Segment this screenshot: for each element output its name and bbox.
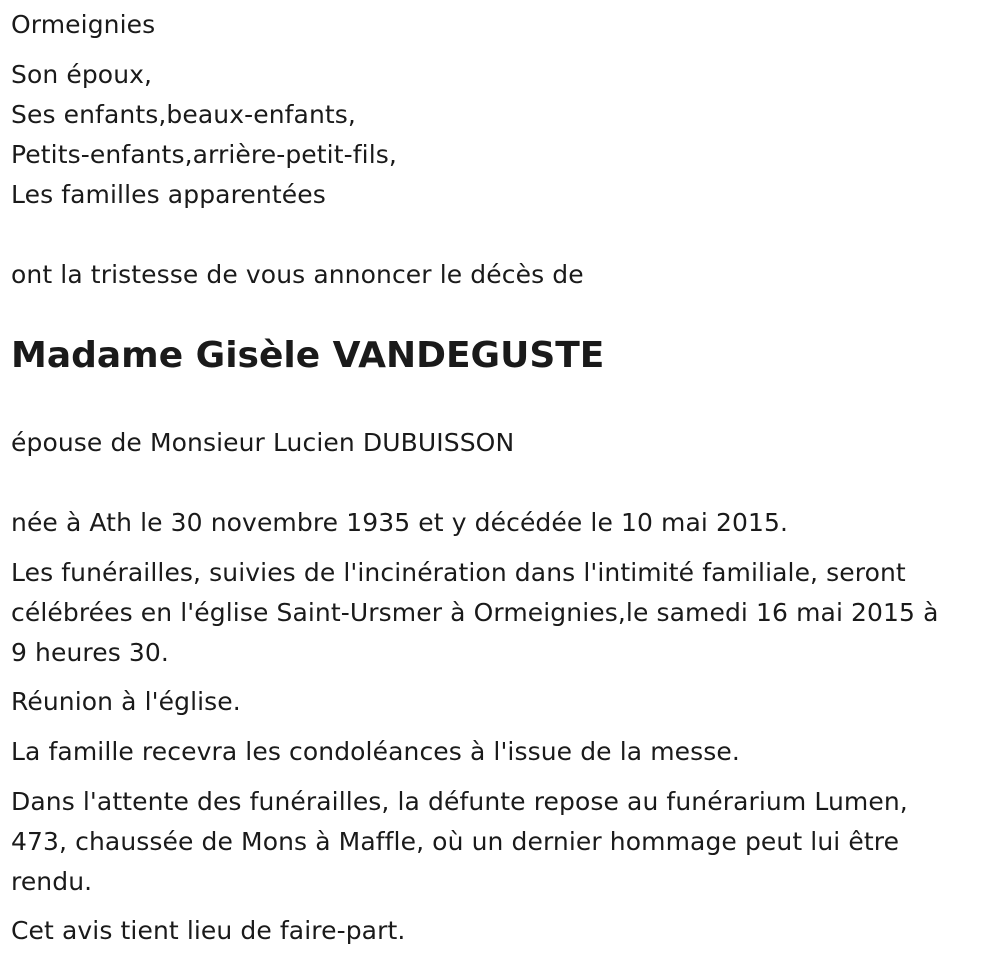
- spouse-text: épouse de Monsieur Lucien DUBUISSON: [11, 428, 515, 457]
- family-line: Son époux,: [11, 60, 153, 89]
- condolences-text: La famille recevra les condoléances à l'issue de la messe.: [11, 737, 740, 766]
- repose-line: rendu.: [11, 867, 93, 896]
- announcement-text: ont la tristesse de vous annoncer le décès de: [11, 260, 584, 289]
- family-line: Petits-enfants,arrière-petit-fils,: [11, 140, 397, 169]
- funeral-line: 9 heures 30.: [11, 638, 169, 667]
- deceased-name: Madame Gisèle VANDEGUSTE: [11, 335, 605, 376]
- closing-text: Cet avis tient lieu de faire-part.: [11, 916, 406, 945]
- family-line: Ses enfants,beaux-enfants,: [11, 100, 356, 129]
- funeral-line: célébrées en l'église Saint-Ursmer à Ormeignies,le samedi 16 mai 2015 à: [11, 598, 939, 627]
- birth-death-text: née à Ath le 30 novembre 1935 et y décédée le 10 mai 2015.: [11, 508, 789, 537]
- town-name: Ormeignies: [11, 10, 156, 39]
- repose-line: 473, chaussée de Mons à Maffle, où un dernier hommage peut lui être: [11, 827, 900, 856]
- funeral-line: Les funérailles, suivies de l'incinération dans l'intimité familiale, seront: [11, 558, 906, 587]
- meeting-text: Réunion à l'église.: [11, 687, 241, 716]
- repose-line: Dans l'attente des funérailles, la défunte repose au funérarium Lumen,: [11, 787, 908, 816]
- family-line: Les familles apparentées: [11, 180, 326, 209]
